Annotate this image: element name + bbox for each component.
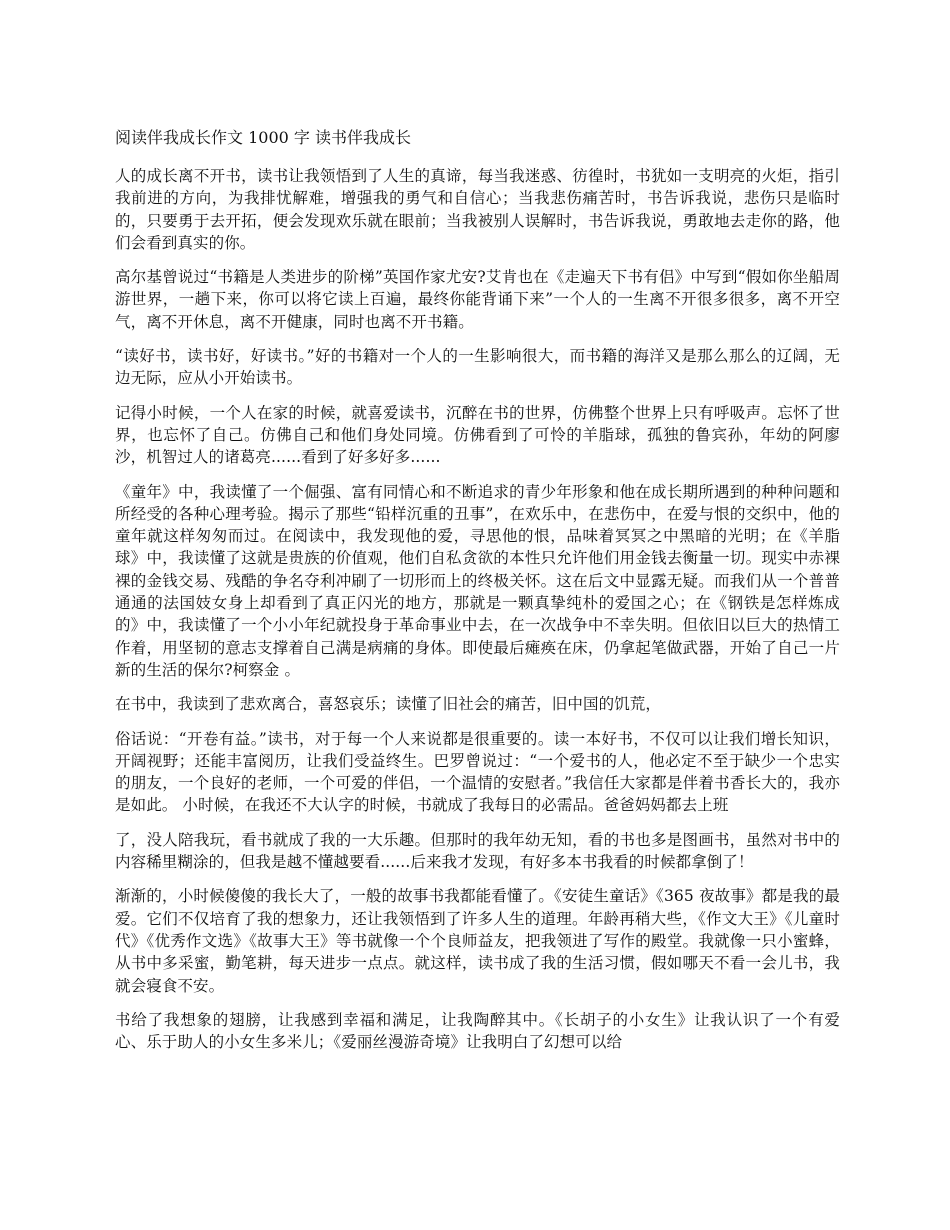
document-title: 阅读伴我成长作文 1000 字 读书伴我成长 (115, 128, 411, 147)
paragraph: 记得小时候，一个人在家的时候，就喜爱读书，沉醉在书的世界，仿佛整个世界上只有呼吸声。忘怀了世界，也忘怀了自己。仿佛自己和他们身处同境。仿佛看到了可怜的羊脂球，孤独的鲁宾孙，年幼的阿廖沙，机智过人的诸葛亮......看到了好多好多...... (115, 403, 840, 467)
paragraph: 渐渐的，小时候傻傻的我长大了，一般的故事书我都能看懂了。《安徒生童话》《365 夜故事》都是我的最爱。它们不仅培育了我的想象力，还让我领悟到了许多人生的道理。年龄再稍大些，《作文大王》《儿童时代》《优秀作文选》《故事大王》等书就像一个个良师益友，把我领进了写作的殿堂。我就像一只小蜜蜂，从书中多采蜜，勤笔耕，每天进步一点点。就这样，读书成了我的生活习惯，假如哪天不看一会儿书，我就会寝食不安。 (115, 887, 840, 995)
paragraph: “读好书，读书好，好读书。”好的书籍对一个人的一生影响很大，而书籍的海洋又是那么那么的辽阔，无边无际，应从小开始读书。 (115, 347, 840, 388)
document-page (115, 127, 840, 1065)
paragraph: 《童年》中，我读懂了一个倔强、富有同情心和不断追求的青少年形象和他在成长期所遇到的种种问题和所经受的各种心理考验。揭示了那些“铅样沉重的丑事”，在欢乐中，在悲伤中，在爱与恨的交织中，他的童年就这样匆匆而过。在阅读中，我发现他的爱，寻思他的恨，品味着冥冥之中黑暗的光明；在《羊脂球》中，我读懂了这就是贵族的价值观，他们自私贪欲的本性只允许他们用金钱去衡量一切。现实中赤裸裸的金钱交易、残酷的争名夺利冲刷了一切形而上的终极关怀。这在后文中显露无疑。而我们从一个普普通通的法国妓女身上却看到了真正闪光的地方，那就是一颗真挚纯朴的爱国之心；在《钢铁是怎样炼成的》中，我读懂了一个小小年纪就投身于革命事业中去，在一次战争中不幸失明。但依旧以巨大的热情工作着，用坚韧的意志支撑着自己满是病痛的身体。即使最后瘫痪在床，仍拿起笔做武器，开始了自己一片新的生活的保尔?柯察金 。 (115, 482, 840, 679)
paragraph: 书给了我想象的翅膀，让我感到幸福和满足，让我陶醉其中。《长胡子的小女生》让我认识了一个有爱心、乐于助人的小女生多米儿；《爱丽丝漫游奇境》让我明白了幻想可以给 (115, 1010, 840, 1052)
paragraph: 了，没人陪我玩，看书就成了我的一大乐趣。但那时的我年幼无知，看的书也多是图画书，虽然对书中的内容稀里糊涂的，但我是越不懂越要看......后来我才发现，有好多本书我看的时候都拿倒了！ (115, 830, 840, 872)
paragraph: 人的成长离不开书，读书让我领悟到了人生的真谛，每当我迷惑、彷徨时，书犹如一支明亮的火炬，指引我前进的方向，为我排忧解难，增强我的勇气和自信心；当我悲伤痛苦时，书告诉我说，悲伤只是临时的，只要勇于去开拓，便会发现欢乐就在眼前；当我被别人误解时，书告诉我说，勇敢地去走你的路，他们会看到真实的你。 (115, 167, 840, 252)
paragraph: 高尔基曾说过“书籍是人类进步的阶梯”英国作家尤安?艾肯也在《走遍天下书有侣》中写到“假如你坐船周游世界，一趟下来，你可以将它读上百遍，最终你能背诵下来”一个人的一生离不开很多很多，离不开空气，离不开休息，离不开健康，同时也离不开书籍。 (115, 268, 840, 331)
paragraph: 俗话说：“开卷有益。”读书，对于每一个人来说都是很重要的。读一本好书，不仅可以让我们增长知识，开阔视野；还能丰富阅历，让我们受益终生。巴罗曾说过：“一个爱书的人，他必定不至于缺少一个忠实的朋友，一个良好的老师，一个可爱的伴侣，一个温情的安慰者。”我信任大家都是伴着书香长大的，我亦是如此。 小时候，在我还不大认字的时候，书就成了我每日的必需品。爸爸妈妈都去上班 (115, 729, 840, 815)
paragraph: 在书中，我读到了悲欢离合，喜怒哀乐；读懂了旧社会的痛苦，旧中国的饥荒， (115, 695, 662, 714)
